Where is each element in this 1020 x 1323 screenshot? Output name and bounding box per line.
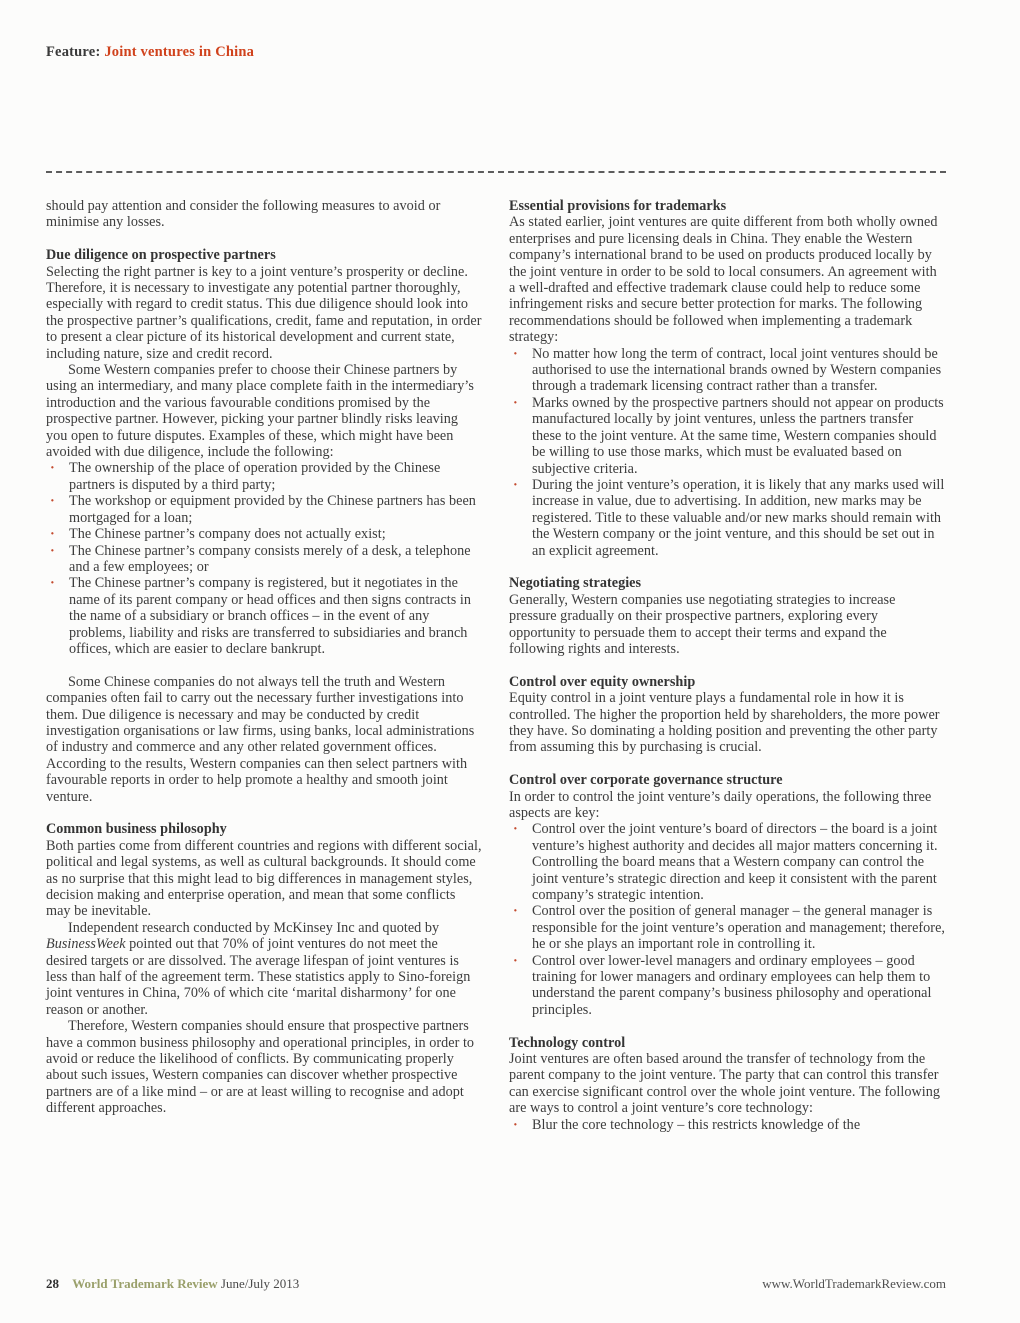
bullet-icon: · <box>513 1116 518 1133</box>
bullet-list <box>509 821 945 1018</box>
bullet-item <box>509 1117 945 1133</box>
bullet-item <box>46 543 482 576</box>
bullet-item <box>509 821 945 903</box>
bullet-icon: · <box>513 394 518 411</box>
bullet-item <box>509 395 945 477</box>
bullet-item <box>46 575 482 657</box>
article-body <box>46 198 946 1133</box>
bullet-icon: · <box>50 526 55 543</box>
bullet-item <box>46 493 482 526</box>
bullet-text: Control over the joint venture’s board of directors – the board is a joint venture’s highest authority and decides all major matters concerning it. Controlling the board means that a Western company can control the joint venture’s strategic direction and keep it consistent with the parent company’s strategic intention. <box>532 821 938 904</box>
bullet-icon: · <box>50 542 55 559</box>
section-heading: Control over corporate governance structure <box>509 772 783 789</box>
footer-website: www.WorldTrademarkReview.com <box>762 1276 946 1291</box>
bullet-icon: · <box>50 575 55 592</box>
spacer <box>46 805 482 821</box>
bullet-icon: · <box>50 460 55 477</box>
bullet-text: During the joint venture’s operation, it is likely that any marks used will increase in value, due to advertising. In addition, new marks may be registered. Title to these valuable and/or new marks should remain with the Western company or the joint venture, and this should be set out in an explicit agreement. <box>532 476 945 559</box>
bullet-text: Control over lower-level managers and ordinary employees – good training for lower managers and ordinary employees can help them to understand the parent company’s business philosophy and operational principles. <box>532 952 932 1018</box>
bullet-text: The Chinese partner’s company does not actually exist; <box>69 526 386 543</box>
bullet-item <box>509 477 945 559</box>
section-heading: Common business philosophy <box>46 821 227 838</box>
paragraph: Generally, Western companies use negotiating strategies to increase pressure gradually on their prospective partners, exploring every opportunity to persuade them to accept their terms and expand the following rights and interests. <box>509 591 896 657</box>
bullet-text: Control over the position of general manager – the general manager is responsible for the joint venture’s operation and management; therefore, he or she plays an important role in controlling it. <box>532 903 945 953</box>
paragraph: Joint ventures are often based around the transfer of technology from the parent company to the joint venture. The party that can control this transfer can exercise significant control over the whole joint venture. The following are ways to control a joint venture’s core technology: <box>509 1051 941 1117</box>
section-heading: Essential provisions for trademarks <box>509 198 727 214</box>
issue-date: June/July 2013 <box>220 1276 300 1291</box>
bullet-icon: · <box>513 476 518 493</box>
spacer <box>46 231 482 247</box>
bullet-item <box>509 903 945 952</box>
bullet-text: Marks owned by the prospective partners should not appear on products manufactured locally by joint ventures, unless the partners transfer these to the joint venture. At the same time, Western companies should be willing to use those marks, which must be evaluated based on subjective criteria. <box>532 394 944 477</box>
section-heading: Due diligence on prospective partners <box>46 247 276 264</box>
spacer <box>509 559 945 575</box>
paragraph: Equity control in a joint venture plays a fundamental role in how it is controlled. The higher the proportion held by shareholders, the more power they have. So dominating a holding position and preventing the other party from assuming this by purchasing is crucial. <box>509 690 940 756</box>
spacer <box>509 657 945 673</box>
spacer <box>46 657 482 673</box>
bullet-icon: · <box>513 903 518 920</box>
feature-label: Feature: <box>46 44 101 60</box>
dashed-divider <box>46 171 946 173</box>
paragraph: Some Western companies prefer to choose their Chinese partners by using an intermediary, and many place complete faith in the intermediary’s introduction and the various favourable conditions promised by the prospective partner. However, picking your partner blindly risks leaving you open to future disputes. Examples of these, which might have been avoided with due diligence, include the following: <box>46 362 474 461</box>
bullet-icon: · <box>513 952 518 969</box>
bullet-text: No matter how long the term of contract, local joint ventures should be authorised to use the international brands owned by Western companies through a trademark licensing contract rather than a transfer. <box>532 345 942 395</box>
section-heading: Negotiating strategies <box>509 575 642 592</box>
bullet-item <box>509 953 945 1019</box>
paragraph: As stated earlier, joint ventures are quite different from both wholly owned enterprises and pure licensing deals in China. They enable the Western company’s international brand to be used on products produced locally by the joint venture in order to be sold to local consumers. An agreement with a well-drafted and effective trademark clause could help to reduce some infringement risks and secure better protection for marks. The following recommendations should be followed when implementing a trademark strategy: <box>509 214 938 346</box>
bullet-item <box>46 460 482 493</box>
bullet-icon: · <box>50 493 55 510</box>
bullet-list <box>46 460 482 657</box>
bullet-text: Blur the core technology – this restricts knowledge of the <box>532 1116 861 1133</box>
bullet-icon: · <box>513 345 518 362</box>
paragraph: In order to control the joint venture’s daily operations, the following three aspects are key: <box>509 788 932 821</box>
right-column <box>509 198 945 1133</box>
section-heading: Technology control <box>509 1034 626 1051</box>
paragraph: Independent research conducted by McKinsey Inc and quoted by BusinessWeek pointed out that 70% of joint ventures do not meet the desired targets or are dissolved. The average lifespan of joint ventures is less than half of the agreement term. These statistics apply to Sino-foreign joint ventures in China, 70% of which cite ‘marital disharmony’ for one reason or another. <box>46 919 471 1018</box>
page-footer <box>46 1276 946 1292</box>
page-number: 28 <box>46 1276 59 1291</box>
bullet-text: The workshop or equipment provided by the Chinese partners has been mortgaged for a loan; <box>69 493 476 526</box>
paragraph: Selecting the right partner is key to a joint venture’s prosperity or decline. Therefore, it is necessary to investigate any potential partner thoroughly, especially with regard to credit status. This due diligence should look into the prospective partner’s qualifications, credit, fame and reputation, in order to present a clear picture of its historical development and current state, including nature, size and credit record. <box>46 263 482 362</box>
bullet-text: The ownership of the place of operation provided by the Chinese partners is disputed by a third party; <box>69 460 441 493</box>
italic-text: BusinessWeek <box>46 936 126 953</box>
bullet-text: The Chinese partner’s company is registered, but it negotiates in the name of its parent company or head offices and then signs contracts in the name of a subsidiary or branch offices – in the event of any problems, liability and risks are transferred to subsidiaries and branch offices, which are easier to declare bankrupt. <box>69 575 472 657</box>
paragraph: should pay attention and consider the following measures to avoid or minimise any losses. <box>46 198 441 231</box>
paragraph: Both parties come from different countries and regions with different social, political and legal systems, as well as cultural backgrounds. It should come as no surprise that this might lead to big differences in management styles, decision making and enterprise operation, and mean that some conflicts may be inevitable. <box>46 837 482 920</box>
section-heading: Control over equity ownership <box>509 673 696 690</box>
paragraph: Some Chinese companies do not always tell the truth and Western companies often fail to carry out the necessary further investigations into them. Due diligence is necessary and may be conducted by credit investigation organisations or law firms, using banks, local administrations of industry and commerce and any other related government offices. According to the results, Western companies can then select partners with favourable reports in order to help promote a healthy and smooth joint venture. <box>46 673 475 805</box>
footer-left <box>46 1276 299 1292</box>
spacer <box>509 1018 945 1034</box>
bullet-text: The Chinese partner’s company consists merely of a desk, a telephone and a few employees; or <box>69 542 471 575</box>
bullet-list <box>509 1117 945 1133</box>
magazine-name: World Trademark Review <box>72 1276 218 1291</box>
feature-title: Joint ventures in China <box>104 44 255 60</box>
bullet-item <box>46 526 482 542</box>
paragraph: Therefore, Western companies should ensure that prospective partners have a common business philosophy and operational principles, in order to avoid or reduce the likelihood of conflicts. By communicating properly about such issues, Western companies can discover whether prospective partners are of a like mind – or are at least willing to recognise and adopt different approaches. <box>46 1018 475 1117</box>
left-column <box>46 198 482 1133</box>
bullet-list <box>509 346 945 559</box>
bullet-item <box>509 346 945 395</box>
spacer <box>509 756 945 772</box>
page-header <box>46 44 254 61</box>
bullet-icon: · <box>513 821 518 838</box>
